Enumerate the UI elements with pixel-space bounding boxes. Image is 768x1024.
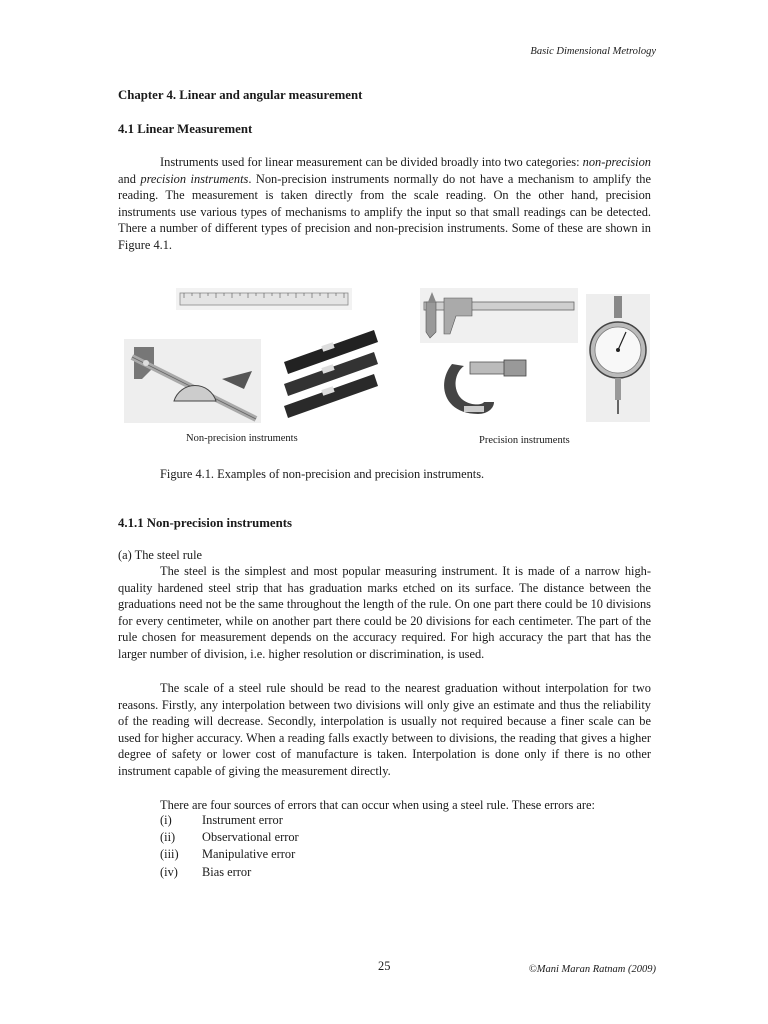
list-item-text: Manipulative error: [202, 847, 296, 862]
combination-square-image: [124, 339, 261, 423]
section-title: 4.1 Linear Measurement: [118, 122, 253, 136]
list-item: [160, 864, 299, 881]
list-item: [160, 846, 299, 863]
intro-emphasis-1: non-precision: [582, 155, 651, 169]
list-item: [160, 812, 299, 829]
spirit-level-image: [278, 326, 380, 418]
list-item: [160, 829, 299, 846]
running-header: Basic Dimensional Metrology: [530, 46, 656, 57]
dial-indicator-image: [586, 294, 650, 422]
non-precision-label: Non-precision instruments: [186, 433, 298, 444]
list-item-number: (iv): [160, 864, 178, 879]
list-item-text: Bias error: [202, 864, 252, 879]
intro-paragraph: [118, 154, 651, 254]
steel-rule-heading: (a) The steel rule: [118, 548, 203, 562]
steel-rule-paragraph-2: The scale of a steel rule should be read to the nearest graduation without interpolation for two reasons. Firstly, any interpolation between two divisions will only give an estimate and thus the reliability of the reading will decrease. Secondly, interpolation is usually not required because a finer scale can be used for higher accuracy. When a reading falls exactly between to divisions, the reading that gives a higher degree of safety or lower cost of manufacture is taken. Interpolation is done only if there is no other instrument capable of giving the measurement directly.: [118, 681, 651, 778]
figure-4-1: [118, 282, 658, 452]
list-item-text: Observational error: [202, 830, 299, 845]
vernier-caliper-image: [420, 288, 578, 343]
intro-text-2: and: [118, 171, 141, 186]
intro-emphasis-2: precision instruments: [140, 171, 249, 186]
error-list: [160, 812, 299, 881]
precision-label: Precision instruments: [479, 435, 570, 446]
micrometer-image: [434, 354, 534, 422]
chapter-title: Chapter 4. Linear and angular measurement: [118, 88, 363, 102]
list-item-text: Instrument error: [202, 813, 283, 827]
list-item-number: (ii): [160, 830, 176, 845]
steel-rule-paragraph-1: The steel is the simplest and most popular measuring instrument. It is made of a narrow high-quality hardened steel strip that has graduation marks etched on its surface. The distance between the graduations need not be the same throughout the length of the rule. On one part there could be 10 divisions for every centimeter, while on another part there could be 20 divisions for each centimeter. The part of the rule chosen for measurement depends on the accuracy required. For high accuracy the part that has the larger number of division, i.e. higher resolution or discrimination, is used.: [118, 564, 651, 661]
copyright-footer: ©Mani Maran Ratnam (2009): [528, 964, 656, 975]
figure-caption: Figure 4.1. Examples of non-precision and precision instruments.: [160, 467, 485, 481]
list-item-number: (iii): [160, 847, 179, 862]
intro-text-1: Instruments used for linear measurement can be divided broadly into two categories:: [160, 155, 583, 169]
subsection-title: 4.1.1 Non-precision instruments: [118, 516, 292, 530]
page-number: 25: [378, 959, 391, 973]
steel-rule-paragraph-3: There are four sources of errors that can occur when using a steel rule. These errors are:: [160, 798, 595, 812]
steel-rule-image: [176, 288, 352, 310]
intro-text-3: . Non-precision instruments normally do not have a mechanism to amplify the reading. The measurement is taken directly from the scale reading. On the other hand, precision instruments use various types of mechanisms to amplify the input so that small readings can be detected. There a number of different types of precision and non-precision instruments. Some of these are shown in Figure 4.1.: [118, 171, 651, 252]
list-item-number: (i): [160, 813, 172, 827]
